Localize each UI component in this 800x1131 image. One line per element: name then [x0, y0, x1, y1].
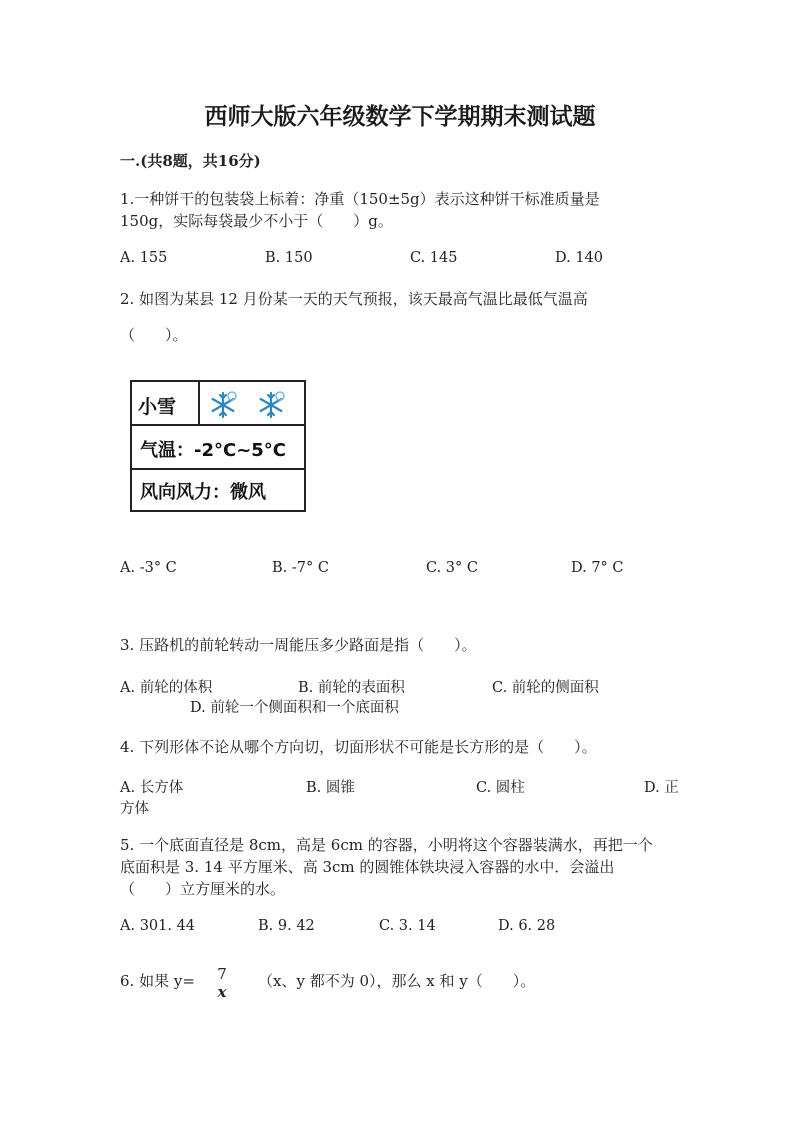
q5-option-c: C. 3. 14 [379, 918, 436, 934]
q6-suffix: （x、y 都不为 0），那么 x 和 y（ ）。 [258, 972, 536, 990]
weather-row-condition [132, 382, 304, 426]
q5-option-a: A. 301. 44 [120, 918, 196, 934]
q2-option-c: C. 3° C [426, 560, 478, 576]
weather-label: 小雪 [138, 396, 177, 418]
fraction-numerator: 7 [217, 965, 227, 983]
q4-option-a: A. 长方体 [120, 780, 184, 796]
q4-text: 4. 下列形体不论从哪个方向切，切面形状不可能是长方形的是（ ）。 [120, 738, 597, 756]
q3-text: 3. 压路机的前轮转动一周能压多少路面是指（ ）。 [120, 636, 477, 654]
q3-option-a: A. 前轮的体积 [120, 680, 213, 696]
q4-option-d-continuation: 方体 [120, 801, 149, 817]
q1-text-line1: 1.一种饼干的包装袋上标着：净重（150±5g）表示这种饼干标准质量是 [120, 190, 600, 208]
q5-option-b: B. 9. 42 [258, 918, 315, 934]
weather-row-wind [132, 470, 304, 510]
q4-option-c: C. 圆柱 [476, 780, 525, 796]
q1-option-d: D. 140 [555, 250, 604, 266]
q1-option-a: A. 155 [120, 250, 168, 266]
weather-wind: 风向风力：微风 [140, 482, 266, 503]
weather-forecast-figure [130, 380, 306, 512]
q2-option-a: A. -3° C [120, 560, 177, 576]
q6-prefix: 6. 如果 y= [120, 972, 195, 990]
q2-text-line1: 2. 如图为某县 12 月份某一天的天气预报，该天最高气温比最低气温高 [120, 290, 588, 308]
q6-fraction [210, 965, 234, 1001]
q5-text-line2: 底面积是 3. 14 平方厘米、高 3cm 的圆锥体铁块浸入容器的水中．会溢出 [120, 858, 615, 876]
weather-row-temperature [132, 426, 304, 470]
weather-divider [198, 382, 200, 426]
q2-option-b: B. -7° C [272, 560, 329, 576]
q3-option-b: B. 前轮的表面积 [298, 680, 405, 696]
q1-option-c: C. 145 [410, 250, 458, 266]
q5-option-d: D. 6. 28 [498, 918, 556, 934]
snowflake-icon [256, 390, 286, 420]
q4-option-d: D. 正 [644, 780, 679, 796]
q4-option-b: B. 圆锥 [306, 780, 355, 796]
q1-text-line2: 150g，实际每袋最少不小于（ ）g。 [120, 212, 393, 230]
q2-text-line2: （ ）。 [120, 326, 188, 344]
q1-option-b: B. 150 [265, 250, 313, 266]
snowflake-icon [208, 390, 238, 420]
q5-text-line1: 5. 一个底面直径是 8cm，高是 6cm 的容器，小明将这个容器装满水，再把一个 [120, 836, 653, 854]
q5-text-line3: （ ）立方厘米的水。 [120, 880, 286, 898]
section-heading: 一.(共8题，共16分) [120, 152, 261, 170]
page-title: 西师大版六年级数学下学期期末测试题 [204, 103, 596, 130]
q3-option-d: D. 前轮一个侧面积和一个底面积 [190, 700, 399, 716]
q3-option-c: C. 前轮的侧面积 [492, 680, 599, 696]
fraction-denominator: x [217, 983, 227, 1001]
weather-temperature: 气温：-2°C~5°C [140, 440, 287, 461]
q2-option-d: D. 7° C [571, 560, 624, 576]
